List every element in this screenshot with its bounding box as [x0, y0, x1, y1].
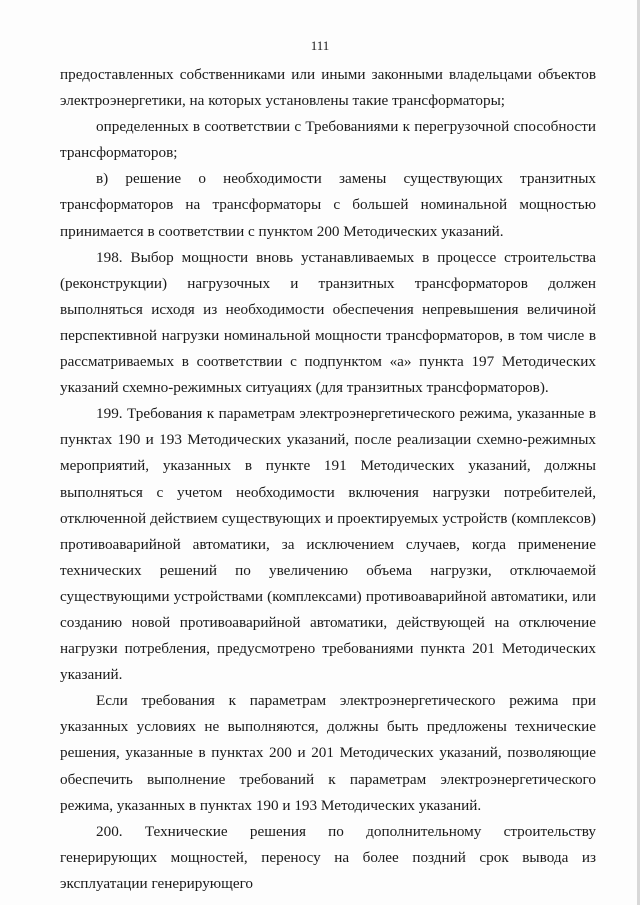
paragraph: 198. Выбор мощности вновь устанавливаемых в процессе строительства (реконструкции) нагрузочных и транзитных трансформаторов должен выполняться исходя из необходимости обеспечения непревышения величиной перспективной нагрузки номинальной мощности трансформаторов, в том числе в рассматриваемых в соответствии с подпунктом «а» пункта 197 Методических указаний схемно-режимных ситуациях (для транзитных трансформаторов). — [60, 248, 596, 397]
body-text — [60, 62, 596, 897]
paragraph: в) решение о необходимости замены существующих транзитных трансформаторов на трансформаторы с большей номинальной мощностью принимается в соответствии с пунктом 200 Методических указаний. — [60, 170, 596, 240]
paragraph: Если требования к параметрам электроэнергетического режима при указанных условиях не выполняются, должны быть предложены технические решения, указанные в пунктах 200 и 201 Методических указаний, позволяющие обеспечить выполнение требований к параметрам электроэнергетического режима, указанных в пунктах 190 и 193 Методических указаний. — [60, 692, 596, 814]
paragraph: предоставленных собственниками или иными законными владельцами объектов электроэнергетики, на которых установлены такие трансформаторы; — [60, 66, 596, 110]
paragraph: определенных в соответствии с Требованиями к перегрузочной способности трансформаторов; — [60, 118, 596, 162]
paragraph: 200. Технические решения по дополнительному строительству генерирующих мощностей, переносу на более поздний срок вывода из эксплуатации генерирующего — [60, 822, 596, 892]
paragraph: 199. Требования к параметрам электроэнергетического режима, указанные в пунктах 190 и 193 Методических указаний, после реализации схемно-режимных мероприятий, указанных в пункте 191 Методических указаний, должны выполняться с учетом необходимости включения нагрузки потребителей, отключенной действием существующих и проектируемых устройств (комплексов) противоаварийной автоматики, за исключением случаев, когда применение технических решений по увеличению объема нагрузки, отключаемой существующими устройствами (комплексами) противоаварийной автоматики, или созданию новой противоаварийной автоматики, действующей на отключение нагрузки потребления, предусмотрено требованиями пункта 201 Методических указаний. — [60, 405, 596, 684]
page-number: 111 — [310, 38, 330, 53]
